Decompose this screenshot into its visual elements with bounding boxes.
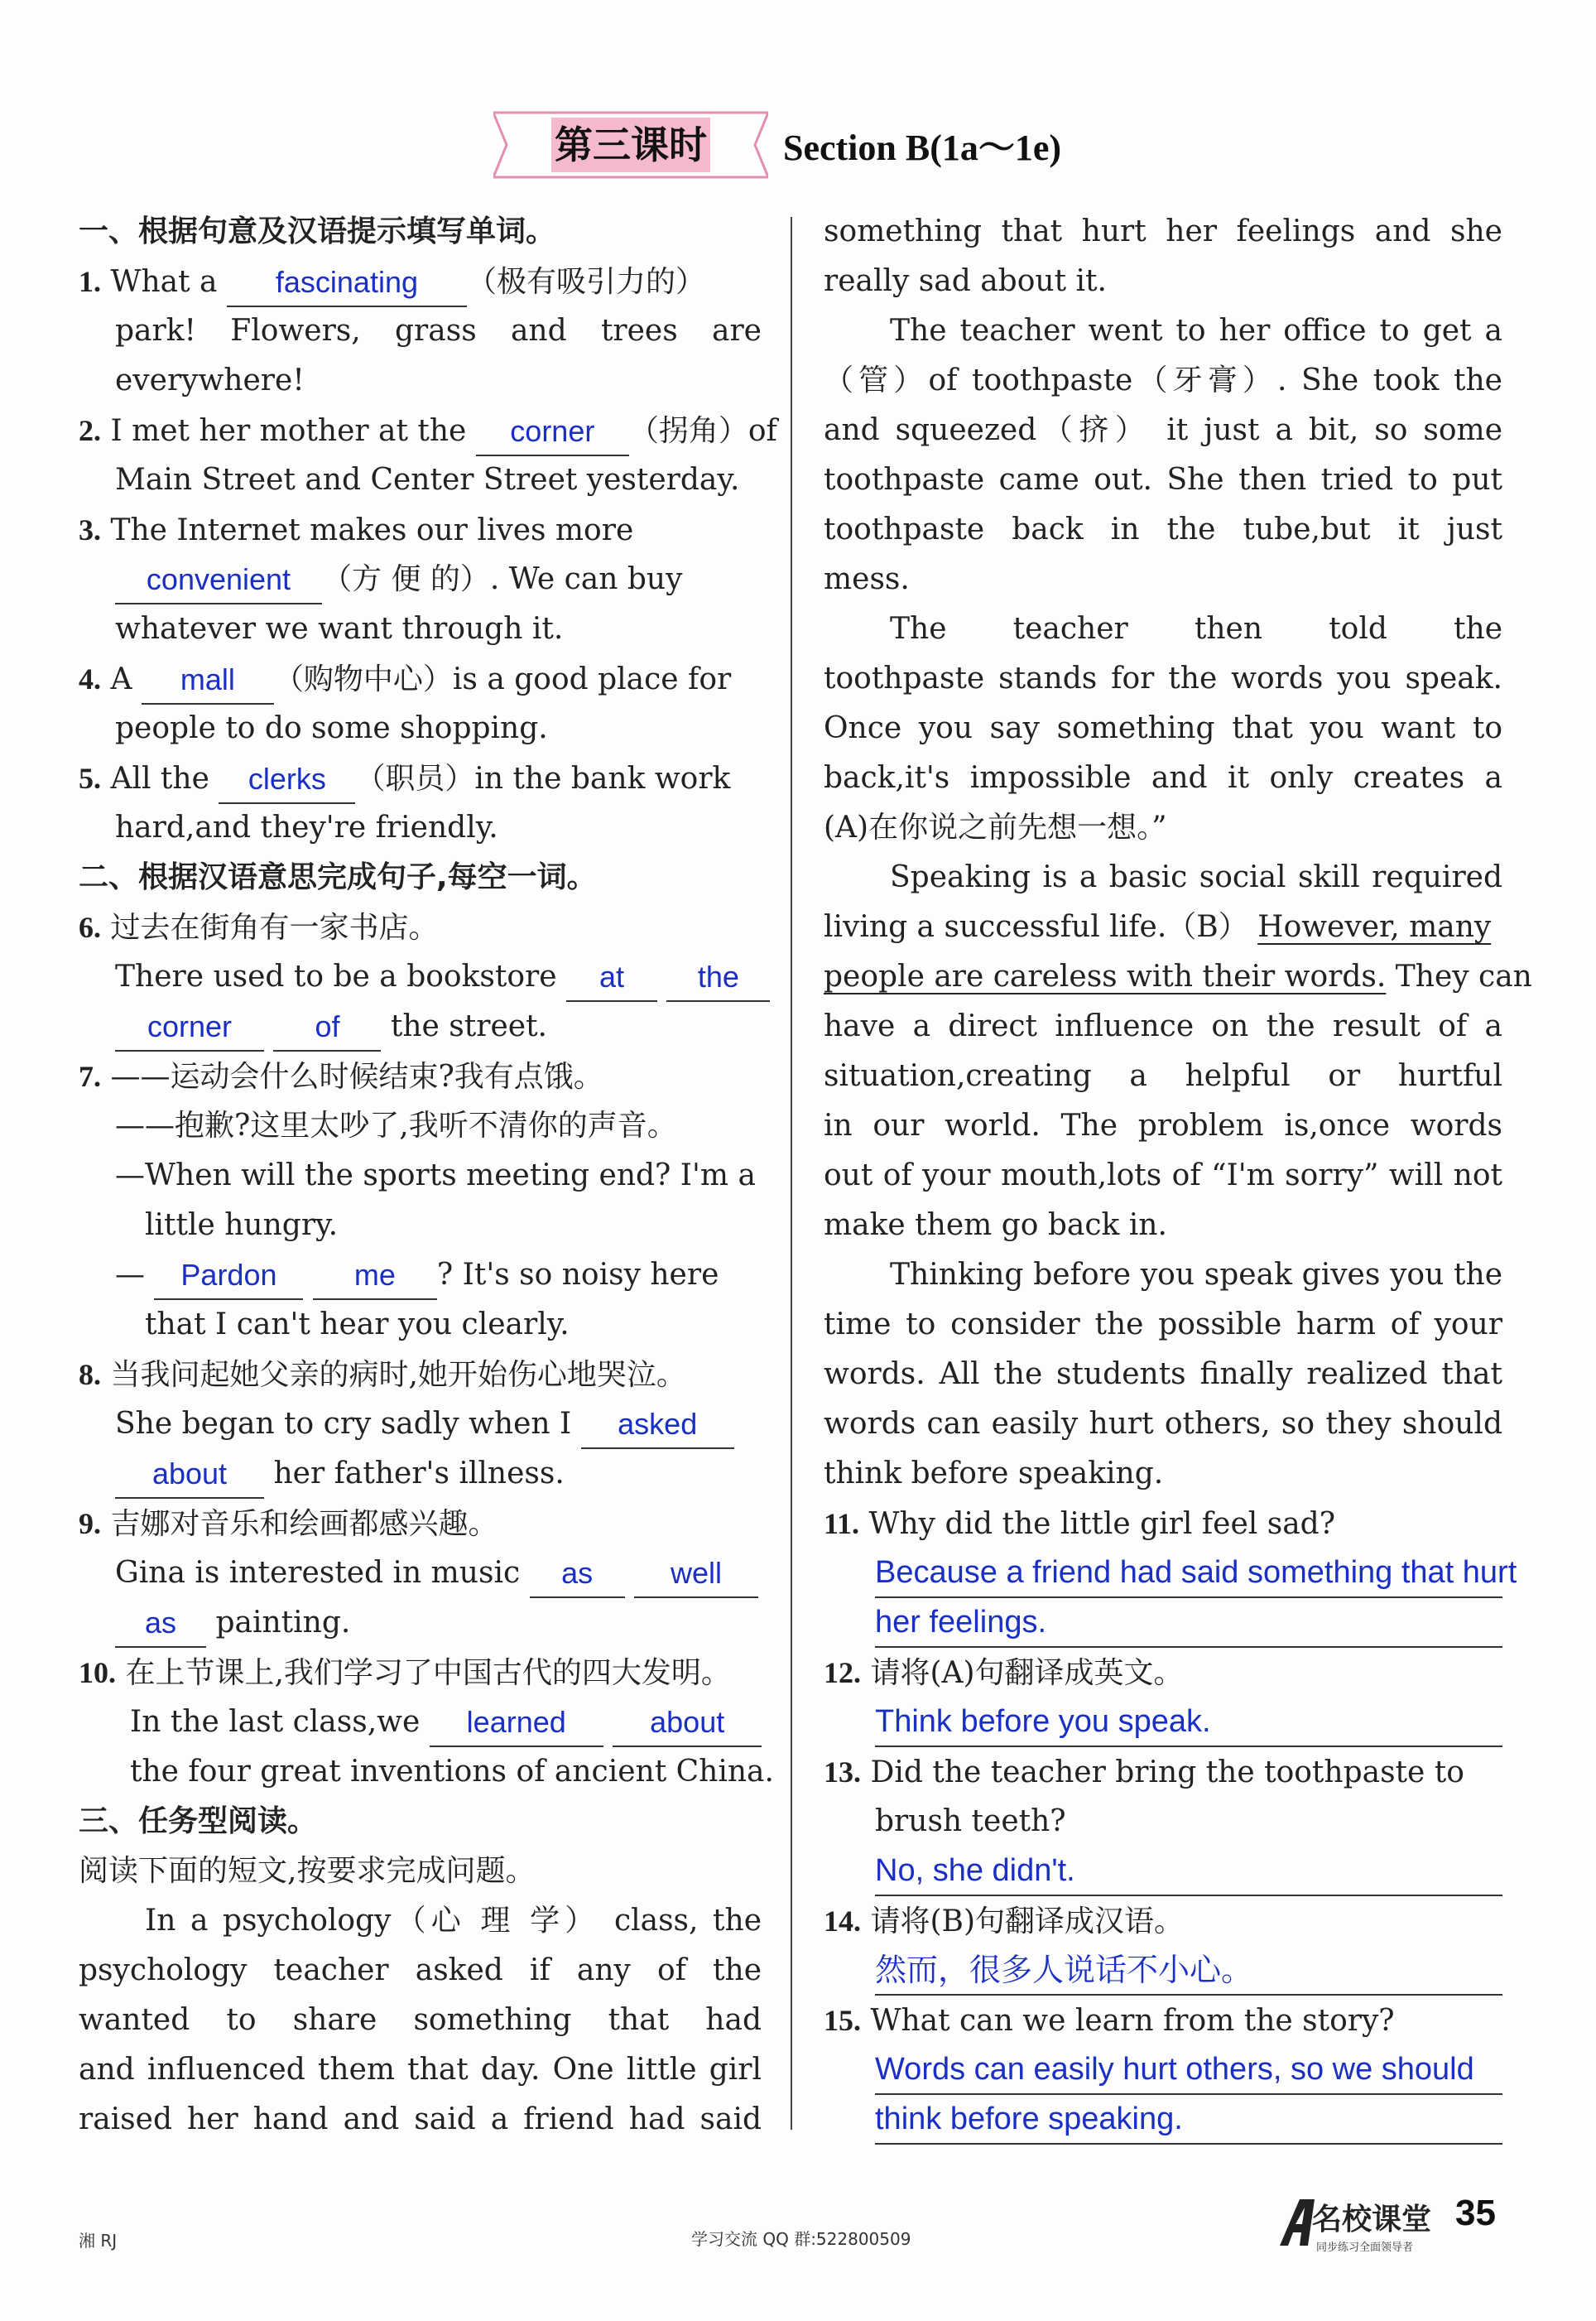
passage-line: and squeezed（挤） it just a bit, so some [824, 413, 1502, 447]
answer-line[interactable]: 然而，很多人说话不小心。 [875, 1946, 1502, 1996]
answer-line[interactable]: No, she didn't. [875, 1847, 1502, 1896]
left-column: 一、根据句意及汉语提示填写单词。 1. What a fascinating （极有吸引力的） park! Flowers, grass and trees are everywhere! 2. I met her mother at the corner （拐角）of Main Street and Center Street yesterday. 3. The Internet makes our lives more convenient （方 便 的）. We can buy whatever we want through it. 4. A mall （购物中心）is a good place for people to do some shopping. 5. All the clerks （职员）in the bank work hard,and they're friendly. 二、根据汉语意思完成句子,每空一词。 6. 过去在街角有一家书店。 There used to be a bookstore at the corner of the street. 7. ——运动会什么时候结束?我有点饿。 ——抱歉?这里太吵了,我听不清你的声音。 —When will the sports meeting end? I'm a little hungry. — Pardon me ? It's so noisy here that I can't hear you clearly. 8. 当我问起她父亲的病时,她开始伤心地哭泣。 She began to cry sadly when I asked about her father's illness. 9. 吉娜对音乐和绘画都感兴趣。 Gina is interested in music as well as painting. 10. 在上节课上,我们学习了中国古代的四大发明。 In the last class,we learned about the four great inventions of ancient China. 三、任务型阅读。 阅读下面的短文,按要求完成问题。 In a psychology（心 理 学） class, the psychology teacher asked if any of the wanted to share something that had and influenced them that day. One little girl raised her hand and said a friend had said [79, 207, 762, 2145]
passage-line: make them go back in. [824, 1208, 1167, 1242]
answer-blank[interactable]: about [115, 1457, 264, 1499]
lesson-badge: 第三课时 [555, 123, 707, 167]
passage-line: raised her hand and said a friend had said [79, 2102, 762, 2136]
passage-line: think before speaking. [824, 1457, 1164, 1490]
passage-line: Thinking before you speak gives you the [890, 1258, 1502, 1292]
question-12: 12. 请将(A)句翻译成英文。 [824, 1656, 1184, 1690]
question-8: 8. 当我问起她父亲的病时,她开始伤心地哭泣。 [79, 1358, 686, 1392]
passage-line: living a successful life.（B） However, many [824, 910, 1492, 944]
answer-blank[interactable]: of [273, 1010, 381, 1052]
passage-line: wanted to share something that had [79, 2003, 762, 2037]
edition-label: 湘 RJ [79, 2231, 118, 2251]
passage-line: and influenced them that day. One little girl [79, 2053, 762, 2087]
question-11: 11. Why did the little girl feel sad? [824, 1507, 1336, 1541]
passage-line: in our world. The problem is,once words [824, 1109, 1502, 1143]
answer-blank[interactable]: fascinating [227, 266, 467, 307]
passage-line: toothpaste back in the tube,but it just [824, 513, 1502, 547]
question-10: 10. 在上节课上,我们学习了中国古代的四大发明。 [79, 1656, 731, 1690]
question-9: 9. 吉娜对音乐和绘画都感兴趣。 [79, 1507, 498, 1541]
question-13: 13. Did the teacher bring the toothpaste to [824, 1755, 1464, 1789]
question-7: 7. ——运动会什么时候结束?我有点饿。 [79, 1060, 603, 1094]
sentence-b-cont: people are careless with their words. [824, 960, 1387, 994]
qq-group-text: 学习交流 QQ 群:522800509 [691, 2229, 911, 2249]
passage-line: have a direct influence on the result of a [824, 1009, 1502, 1043]
passage-line: mess. [824, 562, 910, 596]
passage-line: Once you say something that you want to [824, 711, 1502, 745]
right-column: something that hurt her feelings and she really sad about it. The teacher went to her office to get a （管）of toothpaste（牙膏）. She took the and squeezed（挤） it just a bit, so some toothpaste came out. She then tried to put toothpaste back in the tube,but it just mess. The teacher then told the toothpaste stands for the words you speak. Once you say something that you want to back,it's impossible and it only creates a (A)在你说之前先想一想。” Speaking is a basic social skill required living a successful life.（B） However, many people are careless with their words. They can have a direct influence on the result of a situation,creating a helpful or hurtful in our world. The problem is,once words out of your mouth,lots of “I'm sorry” will not make them go back in. Thinking before you speak gives you the time to consider the possible harm of your words. All the students finally realized that words can easily hurt others, so they should think before speaking. 11. Why did the little girl feel sad? Because a friend had said something that hurt her feelings. 12. 请将(A)句翻译成英文。 Think before you speak. 13. Did the teacher bring the toothpaste to brush teeth? No, she didn't. 14. 请将(B)句翻译成汉语。 然而，很多人说话不小心。 15. What can we learn from the story? Words can easily hurt others, so we should think before speaking. [824, 207, 1502, 2145]
brand-logo-subtitle: 同步练习全面领导者 [1316, 2242, 1414, 2254]
passage-line: psychology teacher asked if any of the [79, 1953, 762, 1987]
part2-heading: 二、根据汉语意思完成句子,每空一词。 [79, 860, 597, 894]
answer-blank[interactable]: mall [142, 663, 274, 705]
part1-heading: 一、根据句意及汉语提示填写单词。 [79, 214, 556, 248]
part3-heading: 三、任务型阅读。 [79, 1804, 318, 1838]
answer-blank[interactable]: the [666, 961, 770, 1002]
part3-instruction: 阅读下面的短文,按要求完成问题。 [79, 1854, 536, 1888]
page-number: 35 [1455, 2193, 1496, 2233]
question-4: 4. A mall （购物中心）is a good place for [79, 654, 762, 704]
passage-line: Speaking is a basic social skill required [890, 860, 1502, 894]
passage-line: back,it's impossible and it only creates a [824, 761, 1502, 795]
answer-line[interactable]: her feelings. [875, 1598, 1502, 1648]
passage-line: （管）of toothpaste（牙膏）. She took the [824, 364, 1502, 397]
question-15: 15. What can we learn from the story? [824, 2004, 1395, 2038]
answer-line[interactable]: Think before you speak. [875, 1697, 1502, 1747]
question-1: 1. What a fascinating （极有吸引力的） [79, 257, 762, 306]
question-14: 14. 请将(B)句翻译成汉语。 [824, 1904, 1184, 1938]
passage-line: toothpaste came out. She then tried to put [824, 463, 1502, 497]
passage-line: words can easily hurt others, so they should [824, 1407, 1502, 1441]
answer-blank[interactable]: as [115, 1606, 206, 1648]
question-6: 6. 过去在街角有一家书店。 [79, 911, 439, 945]
passage-line: (A)在你说之前先想一想。” [824, 811, 1167, 845]
answer-line[interactable]: Words can easily hurt others, so we should [875, 2045, 1502, 2095]
passage-line: something that hurt her feelings and she [824, 214, 1502, 248]
answer-blank[interactable]: about [613, 1706, 762, 1747]
column-divider [791, 217, 792, 2130]
answer-line[interactable]: think before speaking. [875, 2095, 1502, 2145]
question-5: 5. All the clerks （职员）in the bank work [79, 754, 762, 803]
answer-blank[interactable]: corner [115, 1010, 264, 1052]
question-2: 2. I met her mother at the corner （拐角）of [79, 406, 762, 455]
passage-line: The teacher went to her office to get a [890, 314, 1502, 348]
passage-line: The teacher then told the [890, 612, 1502, 646]
answer-blank[interactable]: at [566, 961, 657, 1002]
passage-line: words. All the students finally realized that [824, 1357, 1502, 1391]
sentence-b: However, many [1257, 910, 1492, 944]
passage-line: toothpaste stands for the words you speak. [824, 662, 1502, 696]
answer-line[interactable]: Because a friend had said something that hurt [875, 1548, 1502, 1598]
answer-blank[interactable]: corner [476, 415, 629, 456]
brand-logo-text: 名校课堂 [1312, 2203, 1432, 2237]
answer-blank[interactable]: convenient [115, 563, 322, 604]
passage-line: situation,creating a helpful or hurtful [824, 1059, 1502, 1093]
answer-blank[interactable]: asked [581, 1408, 734, 1449]
passage-line: In a psychology（心 理 学） class, the [145, 1904, 762, 1938]
passage-line: out of your mouth,lots of “I'm sorry” will not [824, 1158, 1502, 1192]
passage-line: time to consider the possible harm of your [824, 1307, 1502, 1341]
passage-line: people are careless with their words. They can [824, 960, 1532, 994]
passage-line: really sad about it. [824, 264, 1107, 298]
answer-blank[interactable]: clerks [219, 763, 355, 804]
question-3: 3. The Internet makes our lives more [79, 513, 634, 547]
answer-blank[interactable]: Pardon [154, 1259, 303, 1300]
answer-blank[interactable]: me [313, 1259, 437, 1300]
answer-blank[interactable]: as [530, 1557, 625, 1598]
answer-blank[interactable]: well [634, 1557, 758, 1598]
section-title: Section B(1a～1e) [783, 128, 1062, 168]
answer-blank[interactable]: learned [430, 1706, 603, 1747]
